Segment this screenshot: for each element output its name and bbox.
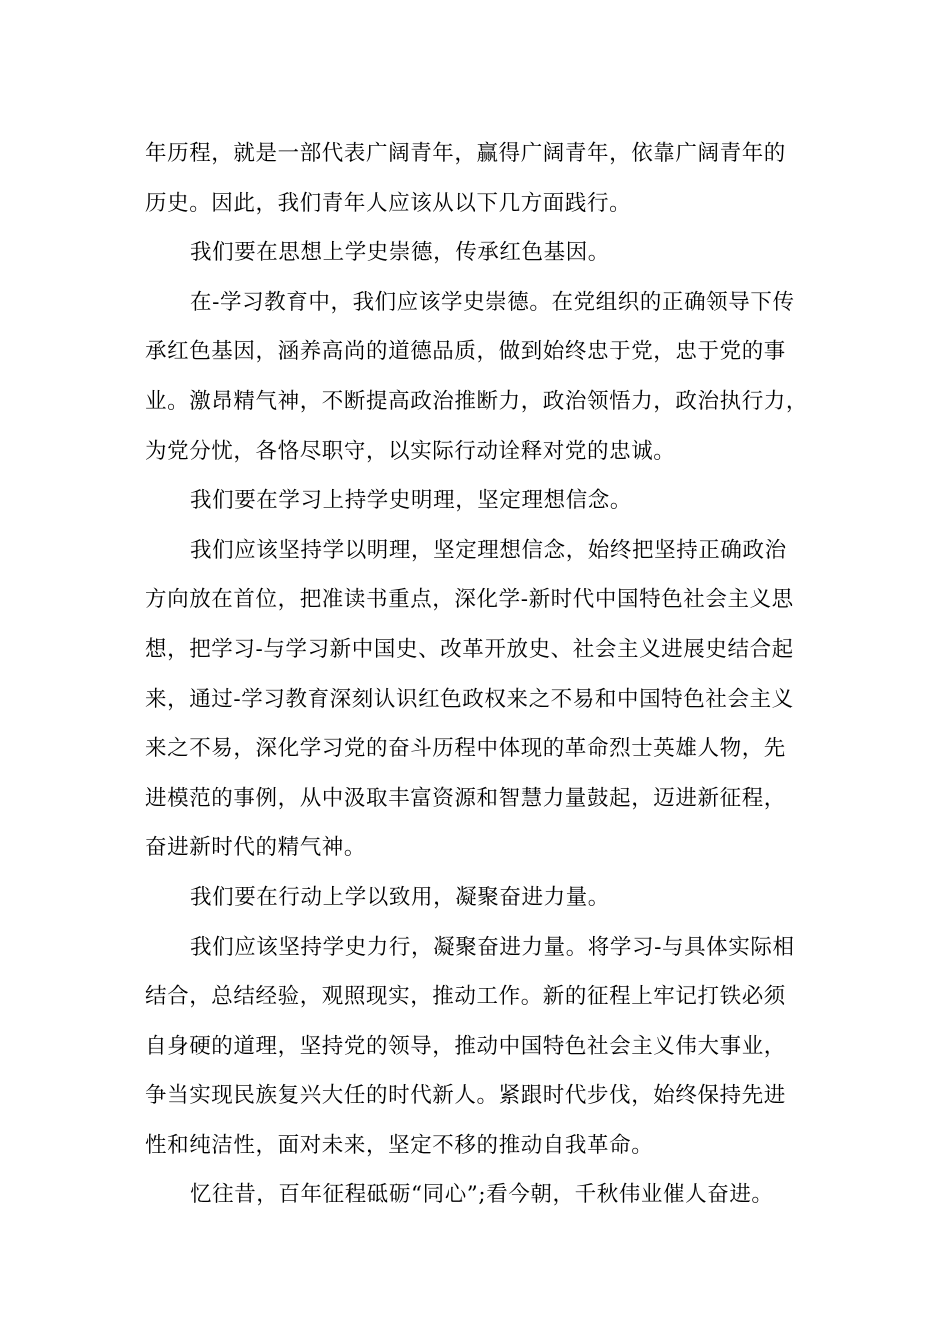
text-line: 性和纯洁性，面对未来，坚定不移的推动自我革命。	[145, 1132, 654, 1158]
section-heading: 我们要在学习上持学史明理，坚定理想信念。	[190, 488, 633, 514]
text-line: 进模范的事例，从中汲取丰富资源和智慧力量鼓起，迈进新征程，	[145, 785, 786, 811]
text-line: 忆往昔，百年征程砥砺“同心”;看今朝，千秋伟业催人奋进。	[190, 1182, 774, 1208]
text-line: 承红色基因，涵养高尚的道德品质，做到始终忠于党，忠于党的事	[145, 339, 786, 365]
section-heading: 我们要在行动上学以致用，凝聚奋进力量。	[190, 884, 610, 910]
text-line: 自身硬的道理，坚持党的领导，推动中国特色社会主义伟大事业，	[145, 1033, 786, 1059]
text-line: 来，通过-学习教育深刻认识红色政权来之不易和中国特色社会主义	[145, 686, 794, 712]
text-line: 我们应该坚持学以明理，坚定理想信念，始终把坚持正确政治	[190, 537, 787, 563]
section-heading: 我们要在思想上学史崇德，传承红色基因。	[190, 240, 610, 266]
text-line: 来之不易，深化学习党的奋斗历程中体现的革命烈士英雄人物，先	[145, 736, 786, 762]
text-line: 在-学习教育中，我们应该学史崇德。在党组织的正确领导下传	[190, 289, 795, 315]
text-line: 奋进新时代的精气神。	[145, 835, 367, 861]
text-line: 历史。因此，我们青年人应该从以下几方面践行。	[145, 190, 632, 216]
text-line: 业。激昂精气神，不断提高政治推断力，政治领悟力，政治执行力，	[145, 388, 809, 414]
text-line: 结合，总结经验，观照现实，推动工作。新的征程上牢记打铁必须	[145, 984, 786, 1010]
text-line: 争当实现民族复兴大任的时代新人。紧跟时代步伐，始终保持先进	[145, 1083, 786, 1109]
text-line: 我们应该坚持学史力行，凝聚奋进力量。将学习-与具体实际相	[190, 934, 795, 960]
text-line: 方向放在首位，把准读书重点，深化学-新时代中国特色社会主义思	[145, 587, 794, 613]
text-line: 年历程，就是一部代表广阔青年，赢得广阔青年，依靠广阔青年的	[145, 141, 786, 166]
body-text	[145, 129, 821, 1220]
text-line: 为党分忧，各恪尽职守，以实际行动诠释对党的忠诚。	[145, 438, 676, 464]
text-line: 想，把学习-与学习新中国史、改革开放史、社会主义进展史结合起	[145, 636, 794, 662]
